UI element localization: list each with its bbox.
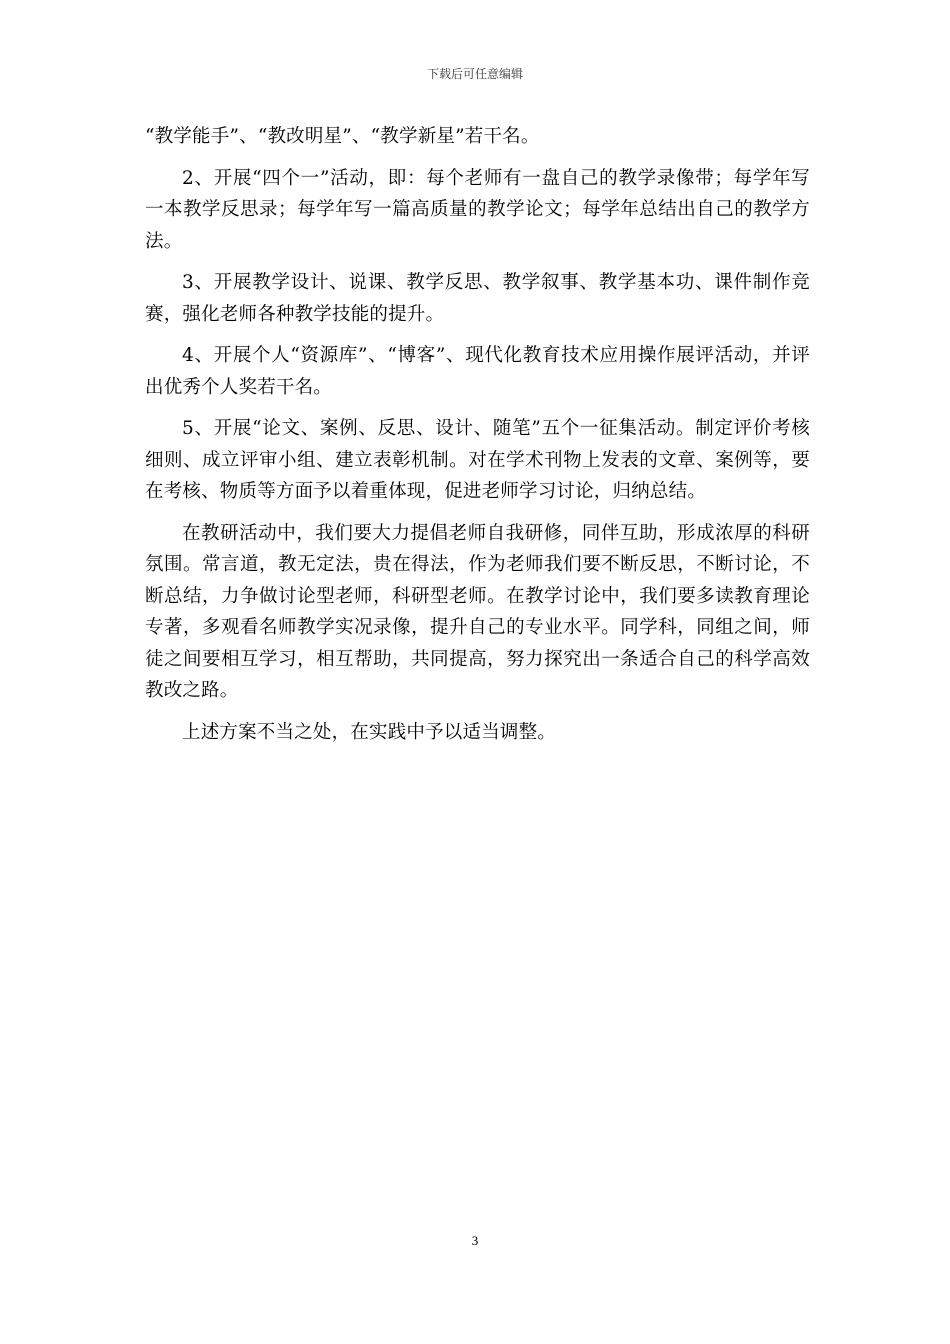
document-body bbox=[145, 121, 810, 748]
paragraph-honor-titles: “教学能手”、“教改明星”、“教学新星”若干名。 bbox=[145, 126, 540, 147]
paragraph-four-ones-activity: 2、开展“四个一”活动，即：每个老师有一盘自己的教学录像带；每学年写一本教学反思录；每学年写一篇高质量的教学论文；每学年总结出自己的教学方法。 bbox=[145, 167, 810, 252]
paragraph-resource-blog-activity: 4、开展个人“资源库”、“博客”、现代化教育技术应用操作展评活动，并评出优秀个人奖若干名。 bbox=[145, 345, 810, 398]
page-number: 3 bbox=[471, 1233, 479, 1248]
paragraph-teaching-research: 在教研活动中，我们要大力提倡老师自我研修，同伴互助，形成浓厚的科研氛围。常言道，教无定法，贵在得法，作为老师我们要不断反思，不断讨论，不断总结，力争做讨论型老师，科研型老师。在教学讨论中，我们要多读教育理论专著，多观看名师教学实况录像，提升自己的专业水平。同学科，同组之间，师徒之间要相互学习，相互帮助，共同提高，努力探究出一条适合自己的科学高效教改之路。 bbox=[145, 522, 810, 701]
paragraph-teaching-competition: 3、开展教学设计、说课、教学反思、教学叙事、教学基本功、课件制作竞赛，强化老师各种教学技能的提升。 bbox=[145, 272, 810, 325]
page-header: 下载后可任意编辑 bbox=[426, 67, 523, 81]
paragraph-collection-activity: 5、开展“论文、案例、反思、设计、随笔”五个一征集活动。制定评价考核细则、成立评审小组、建立表彰机制。对在学术刊物上发表的文章、案例等，要在考核、物质等方面予以着重体现，促进老师学习讨论，归纳总结。 bbox=[145, 418, 810, 502]
paragraph-closing-note: 上述方案不当之处，在实践中予以适当调整。 bbox=[182, 721, 557, 743]
